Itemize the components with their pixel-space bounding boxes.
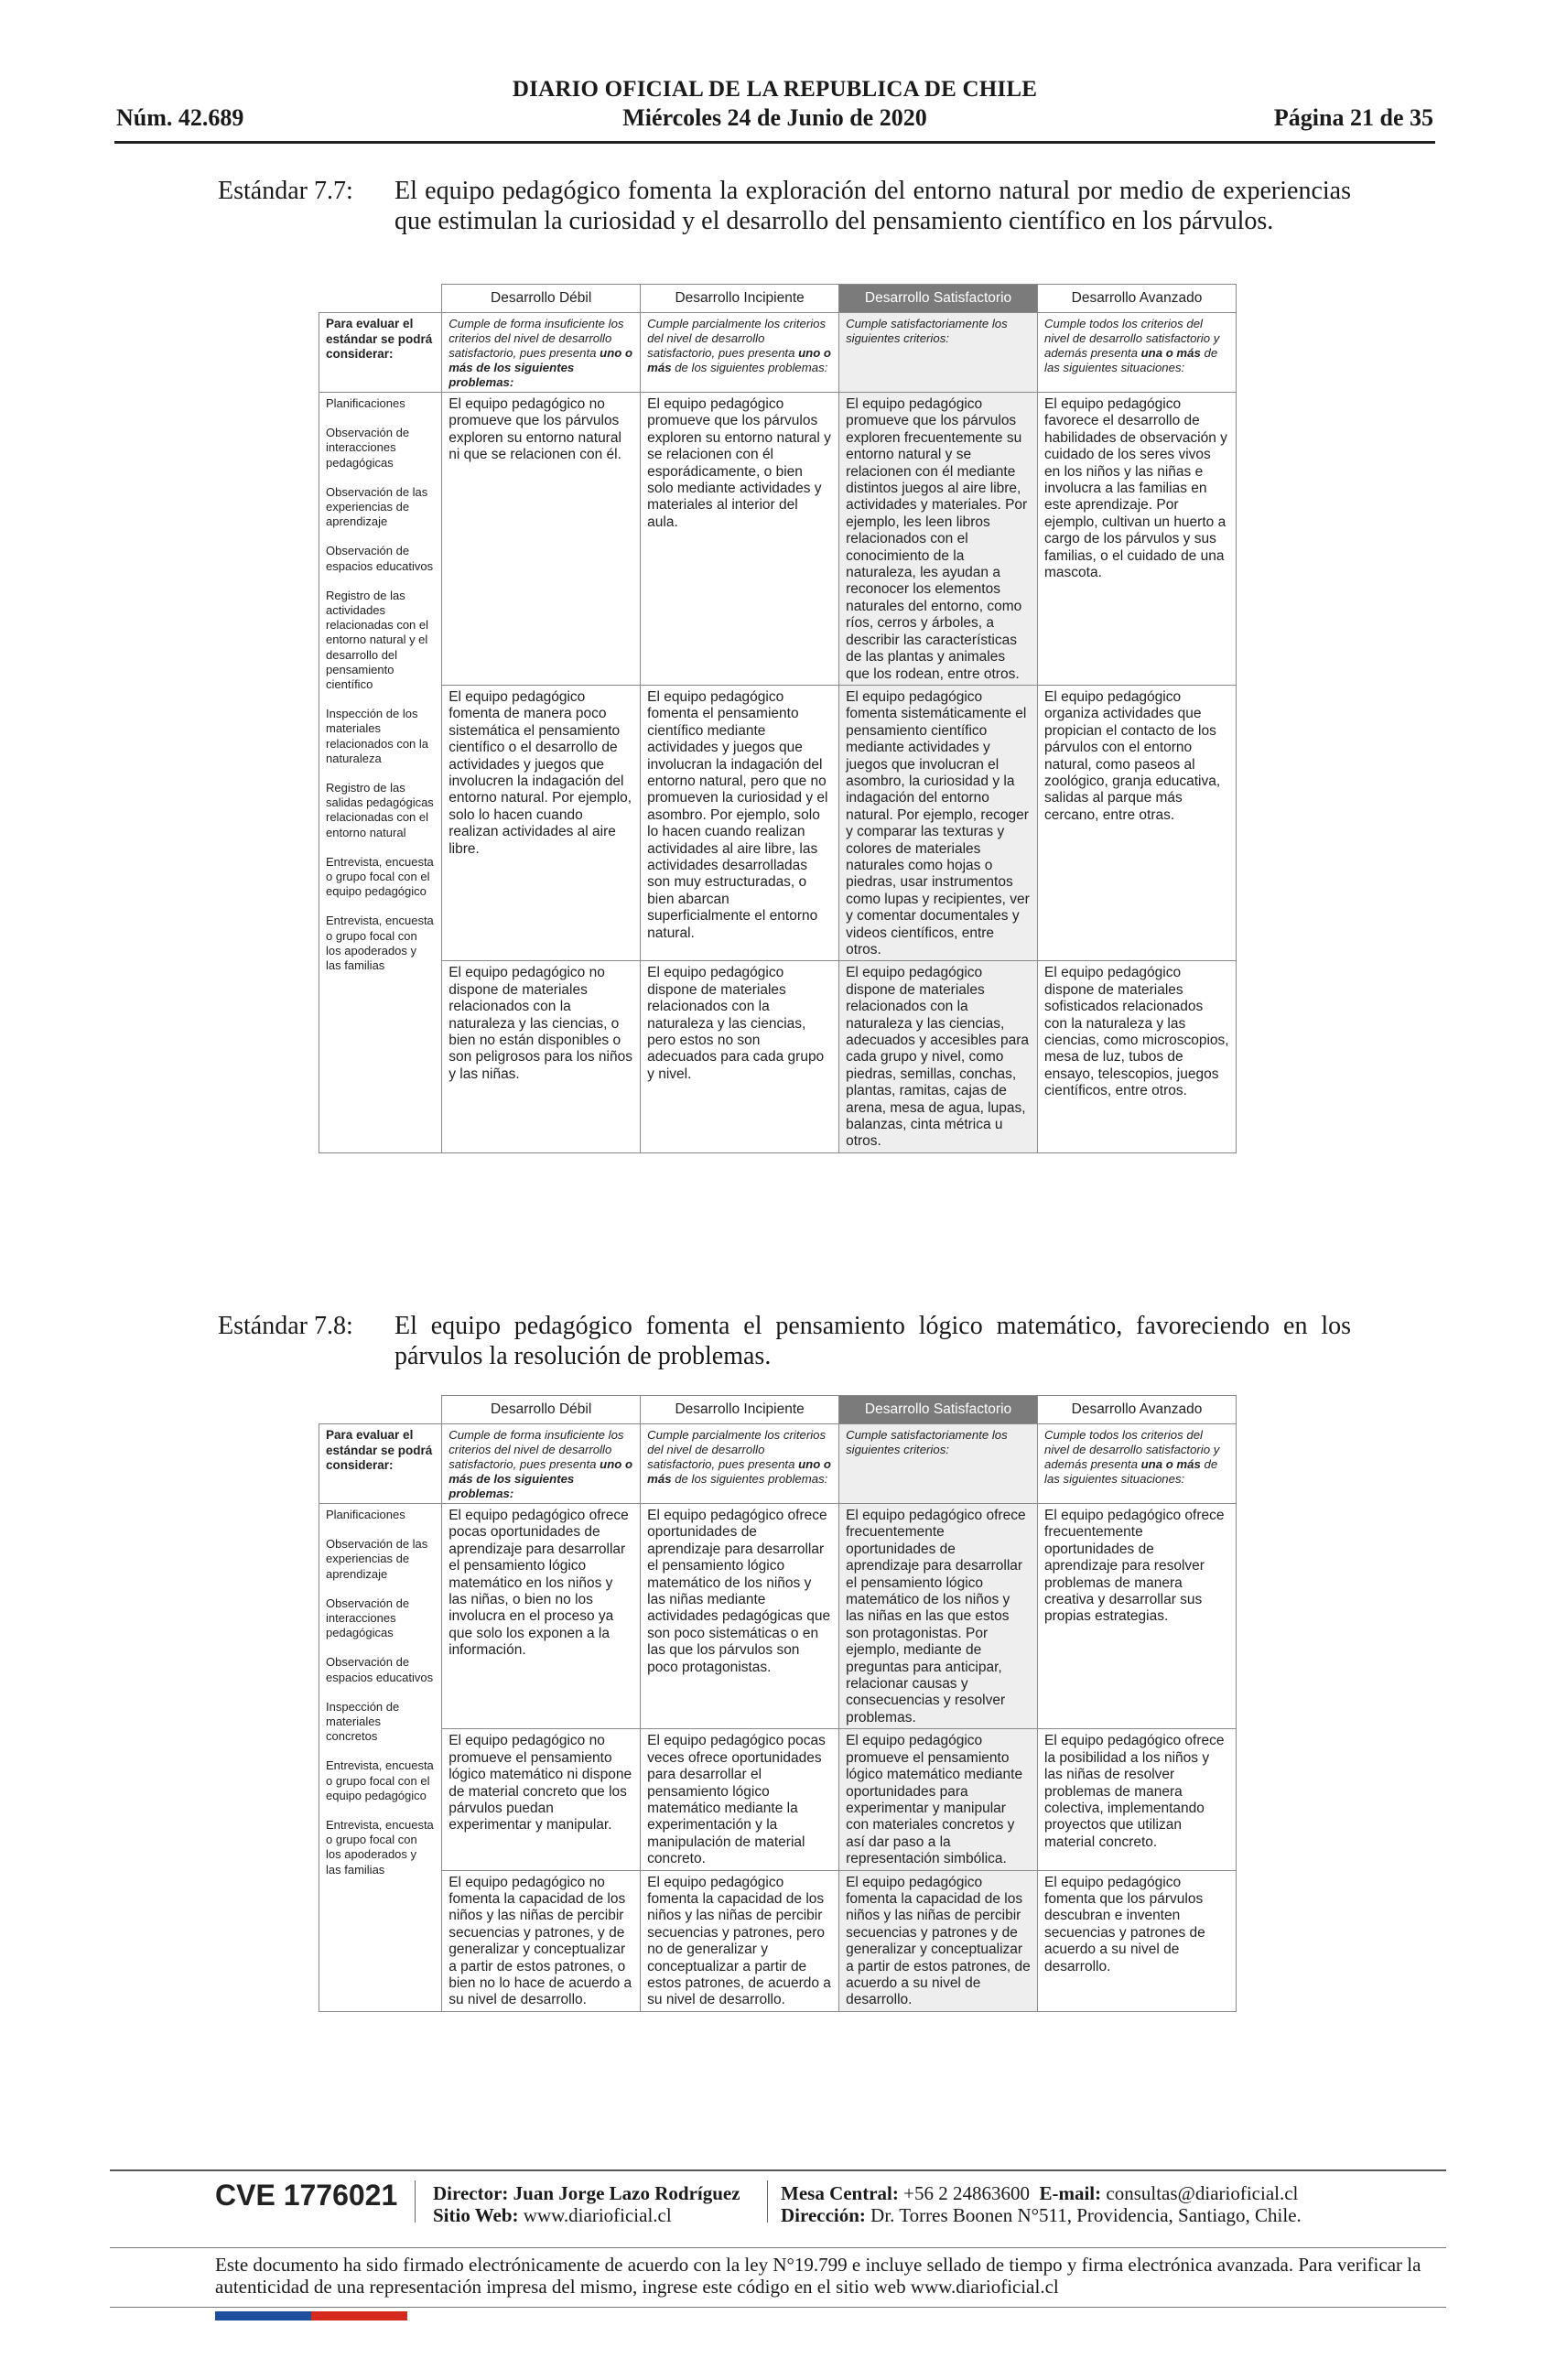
- eval-label: Para evaluar el estándar se podrá considerar:: [319, 313, 442, 393]
- director-line: [433, 2182, 740, 2205]
- email-label: E-mail:: [1039, 2182, 1102, 2204]
- descriptor-cell: El equipo pedagógico ofrece pocas oportunidades de aprendizaje para desarrollar el pensamiento lógico matemático en los niños y las niñas, o bien no los involucra en el proceso ya que solo los exponen a la información.: [442, 1504, 641, 1729]
- descriptor-cell: El equipo pedagógico fomenta la capacidad de los niños y las niñas de percibir secuencias y patrones y de generalizar y conceptualizar a partir de estos patrones, de acuerdo a su nivel de desarrollo.: [839, 1870, 1038, 2011]
- issue-date: Miércoles 24 de Junio de 2020: [622, 104, 927, 131]
- col-header-avanzado: Desarrollo Avanzado: [1038, 1396, 1237, 1424]
- descriptor-cell: El equipo pedagógico ofrece oportunidades de aprendizaje para desarrollar el pensamiento lógico matemático de los niños y las niñas mediante actividades pedagógicas que son poco sistemáticas o en las que los párvulos son poco protagonistas.: [641, 1504, 839, 1729]
- corner-cell: [319, 285, 442, 313]
- table-row: [319, 393, 1237, 686]
- descriptor-cell: El equipo pedagógico no dispone de materiales relacionados con la naturaleza y las ciencias, o bien no están disponibles o son peligrosos para los niños y las niñas.: [442, 961, 641, 1152]
- descriptor-cell: El equipo pedagógico fomenta que los párvulos descubran e inventen secuencias y patrones de acuerdo a su nivel de desarrollo.: [1038, 1870, 1237, 2011]
- descriptor-cell: El equipo pedagógico pocas veces ofrece oportunidades para desarrollar el pensamiento lógico matemático mediante la experimentación y la manipulación de material concreto.: [641, 1729, 839, 1870]
- evidence-source: Observación de interacciones pedagógicas: [326, 1596, 410, 1640]
- evidence-source: Planificaciones: [326, 1508, 405, 1521]
- criteria-text: Cumple todos los criterios del nivel de desarrollo satisfactorio y además presenta: [1044, 1428, 1220, 1471]
- criteria-emphasis: una o más: [1140, 1457, 1201, 1471]
- footer-rule-mid: [110, 2247, 1446, 2248]
- criteria-text: Cumple satisfactoriamente los siguientes criterios:: [846, 1428, 1008, 1456]
- criteria-text: de los siguientes problemas:: [671, 1472, 828, 1486]
- criteria-emphasis: uno o más: [647, 346, 831, 374]
- legal-notice: Este documento ha sido firmado electrónicamente de acuerdo con la ley N°19.799 e incluye sellado de tiempo y firma electrónica avanzada. Para verificar la autenticidad de una representación impresa del mismo, ingrese este código en el sitio web www.diarioficial.cl: [215, 2254, 1421, 2298]
- criteria-cell: [641, 313, 839, 393]
- evidence-source: Inspección de materiales concretos: [326, 1699, 400, 1744]
- address-label: Dirección:: [781, 2204, 866, 2226]
- page-number: Página 21 de 35: [1273, 104, 1433, 131]
- descriptor-cell: El equipo pedagógico dispone de materiales relacionados con la naturaleza y las ciencias, adecuados y accesibles para cada grupo y nivel, como piedras, semillas, conchas, plantas, ramitas, cajas de arena, mesa de agua, lupas, balanzas, cinta métrica u otros.: [839, 961, 1038, 1152]
- director-label: Director:: [433, 2182, 509, 2204]
- col-header-satisfactorio: Desarrollo Satisfactorio: [839, 1396, 1038, 1424]
- criteria-cell: [839, 313, 1038, 393]
- issue-number: Núm. 42.689: [116, 104, 244, 131]
- criteria-text: Cumple todos los criterios del nivel de desarrollo satisfactorio y además presenta: [1044, 317, 1220, 360]
- criteria-row: [319, 313, 1237, 393]
- criteria-cell: [1038, 1424, 1237, 1504]
- page-footer: [110, 2169, 1446, 2380]
- col-header-incipiente: Desarrollo Incipiente: [641, 285, 839, 313]
- descriptor-cell: El equipo pedagógico fomenta el pensamiento científico mediante actividades y juegos que involucran la indagación del entorno natural, pero que no promueven la curiosidad y el asombro. Por ejemplo, solo lo hacen cuando realizan actividades al aire libre, las actividades desarrolladas son muy estructuradas, o bien abarcan superficialmente el entorno natural.: [641, 685, 839, 961]
- descriptor-cell: El equipo pedagógico promueve el pensamiento lógico matemático mediante oportunidades para experimentar y manipular con materiales concretos y así dar paso a la representación simbólica.: [839, 1729, 1038, 1870]
- col-header-debil: Desarrollo Débil: [442, 285, 641, 313]
- email-link[interactable]: consultas@diarioficial.cl: [1106, 2182, 1299, 2204]
- gazette-title: DIARIO OFICIAL DE LA REPUBLICA DE CHILE: [512, 77, 1038, 102]
- descriptor-cell: El equipo pedagógico organiza actividades que propician el contacto de los párvulos con el entorno natural, como paseos al zoológico, granja educativa, salidas al parque más cercano, entre otras.: [1038, 685, 1237, 961]
- table-row: [319, 685, 1237, 961]
- criteria-text: Cumple parcialmente los criterios del nivel de desarrollo satisfactorio, pues presenta: [647, 317, 827, 360]
- descriptor-cell: El equipo pedagógico ofrece frecuentemente oportunidades de aprendizaje para resolver problemas de manera creativa y desarrollar sus propias estrategias.: [1038, 1504, 1237, 1729]
- descriptor-cell: El equipo pedagógico no promueve el pensamiento lógico matemático ni dispone de material concreto que los párvulos puedan experimentar y manipular.: [442, 1729, 641, 1870]
- criteria-cell: [839, 1424, 1038, 1504]
- footer-rule-bottom: [110, 2307, 1446, 2308]
- criteria-row: [319, 1424, 1237, 1504]
- col-header-debil: Desarrollo Débil: [442, 1396, 641, 1424]
- evidence-source: Planificaciones: [326, 396, 405, 410]
- evidence-source: Inspección de los materiales relacionados con la naturaleza: [326, 707, 429, 765]
- descriptor-cell: El equipo pedagógico dispone de materiales relacionados con la naturaleza y las ciencias, pero estos no son adecuados para cada grupo y nivel.: [641, 961, 839, 1152]
- descriptor-cell: El equipo pedagógico fomenta la capacidad de los niños y las niñas de percibir secuencias y patrones, pero no de generalizar y conceptualizar a partir de estos patrones, de acuerdo a su nivel de desarrollo.: [641, 1870, 839, 2011]
- evidence-source: Entrevista, encuesta o grupo focal con el equipo pedagógico: [326, 854, 434, 899]
- footer-divider: [415, 2180, 416, 2223]
- descriptor-cell: El equipo pedagógico favorece el desarrollo de habilidades de observación y cuidado de los seres vivos en los niños y las niñas e involucra a las familias en este aprendizaje. Por ejemplo, cultivan un huerto a cargo de los párvulos y sus familias, o el cuidado de una mascota.: [1038, 393, 1237, 686]
- criteria-cell: [1038, 313, 1237, 393]
- standard-7-7: [218, 176, 1353, 267]
- evidence-source: Entrevista, encuesta o grupo focal con los apoderados y las familias: [326, 914, 434, 973]
- evidence-source: Entrevista, encuesta o grupo focal con los apoderados y las familias: [326, 1818, 434, 1877]
- standard-label: Estándar 7.8:: [218, 1312, 353, 1340]
- col-header-incipiente: Desarrollo Incipiente: [641, 1396, 839, 1424]
- criteria-text: de los siguientes problemas:: [671, 361, 828, 374]
- website-line: [433, 2204, 672, 2227]
- evidence-sources-cell: [319, 1504, 442, 2012]
- descriptor-cell: El equipo pedagógico no promueve que los párvulos exploren su entorno natural ni que se relacionen con él.: [442, 393, 641, 686]
- phone-number: +56 2 24863600: [903, 2182, 1030, 2204]
- contact-line: [781, 2182, 1298, 2205]
- criteria-text: Cumple satisfactoriamente los siguientes criterios:: [846, 317, 1008, 345]
- corner-cell: [319, 1396, 442, 1424]
- descriptor-cell: El equipo pedagógico promueve que los párvulos exploren frecuentemente su entorno natural y se relacionen con él mediante distintos juegos al aire libre, actividades y materiales. Por ejemplo, les leen libros relacionados con el conocimiento de la naturaleza, les ayudan a reconocer los elementos naturales del entorno, como ríos, cerros y árboles, a describir las características de las plantas y animales que los rodean, entre otros.: [839, 393, 1038, 686]
- flag-blue-segment: [215, 2311, 311, 2320]
- director-name: Juan Jorge Lazo Rodríguez: [513, 2182, 740, 2204]
- table-row: [319, 1870, 1237, 2011]
- criteria-emphasis: uno o más de los siguientes problemas:: [448, 1457, 633, 1500]
- table-row: [319, 1729, 1237, 1870]
- eval-label: Para evaluar el estándar se podrá considerar:: [319, 1424, 442, 1504]
- header-rule: [114, 141, 1435, 144]
- criteria-text: Cumple de forma insuficiente los criterios del nivel de desarrollo satisfactorio, pues presenta: [448, 1428, 624, 1471]
- footer-rule-top: [110, 2169, 1446, 2171]
- evidence-source: Observación de espacios educativos: [326, 544, 434, 573]
- criteria-cell: [442, 1424, 641, 1504]
- rubric-table-7-7: [319, 284, 1237, 1153]
- evidence-source: Registro de las actividades relacionadas con el entorno natural y el desarrollo del pensamiento científico: [326, 588, 429, 692]
- phone-label: Mesa Central:: [781, 2182, 899, 2204]
- descriptor-cell: El equipo pedagógico ofrece la posibilidad a los niños y las niñas de resolver problemas de manera colectiva, implementando proyectos que utilizan material concreto.: [1038, 1729, 1237, 1870]
- criteria-text: Cumple de forma insuficiente los criterios del nivel de desarrollo satisfactorio, pues presenta: [448, 317, 624, 360]
- evidence-sources-cell: [319, 393, 442, 1153]
- evidence-source: Observación de las experiencias de aprendizaje: [326, 484, 428, 529]
- website-label: Sitio Web:: [433, 2204, 519, 2226]
- criteria-text: Cumple parcialmente los criterios del nivel de desarrollo satisfactorio, pues presenta: [647, 1428, 827, 1471]
- criteria-emphasis: uno o más de los siguientes problemas:: [448, 346, 633, 389]
- evidence-source: Observación de interacciones pedagógicas: [326, 426, 410, 470]
- criteria-text: de las siguientes situaciones:: [1044, 346, 1218, 374]
- footer-divider: [767, 2180, 768, 2223]
- descriptor-cell: El equipo pedagógico ofrece frecuentemente oportunidades de aprendizaje para desarrollar el pensamiento lógico matemático de los niños y las niñas en las que estos son protagonistas. Por ejemplo, mediante de preguntas para anticipar, relacionar causas y consecuencias y resolver problemas.: [839, 1504, 1038, 1729]
- descriptor-cell: El equipo pedagógico fomenta de manera poco sistemática el pensamiento científico o el desarrollo de actividades y juegos que involucren la indagación del entorno natural. Por ejemplo, solo lo hacen cuando realizan actividades al aire libre.: [442, 685, 641, 961]
- standard-text: El equipo pedagógico fomenta la exploración del entorno natural por medio de experiencias que estimulan la curiosidad y el desarrollo del pensamiento científico en los párvulos.: [394, 177, 1351, 235]
- cve-code: CVE 1776021: [215, 2179, 398, 2212]
- evidence-source: Entrevista, encuesta o grupo focal con el equipo pedagógico: [326, 1758, 434, 1802]
- criteria-emphasis: uno o más: [647, 1457, 831, 1486]
- table-row: [319, 1504, 1237, 1729]
- criteria-text: de las siguientes situaciones:: [1044, 1457, 1218, 1486]
- criteria-cell: [641, 1424, 839, 1504]
- descriptor-cell: El equipo pedagógico fomenta sistemáticamente el pensamiento científico mediante actividades y juegos que involucran el asombro, la curiosidad y la indagación del entorno natural. Por ejemplo, recoger y comparar las texturas y colores de materiales naturales como hojas o piedras, usar instrumentos como lupas y recipientes, ver y comentar documentales y videos científicos, entre otros.: [839, 685, 1038, 961]
- address-line: [781, 2204, 1302, 2227]
- table-header-row: [319, 1396, 1237, 1424]
- standard-text: El equipo pedagógico fomenta el pensamiento lógico matemático, favoreciendo en los párvulos la resolución de problemas.: [394, 1312, 1351, 1370]
- descriptor-cell: El equipo pedagógico dispone de materiales sofisticados relacionados con la naturaleza y las ciencias, como microscopios, mesa de luz, tubos de ensayo, telescopios, juegos científicos, entre otros.: [1038, 961, 1237, 1152]
- evidence-source: Registro de las salidas pedagógicas relacionadas con el entorno natural: [326, 781, 434, 839]
- descriptor-cell: El equipo pedagógico no fomenta la capacidad de los niños y las niñas de percibir secuencias y patrones, y de generalizar y conceptualizar a partir de estos patrones, o bien no lo hace de acuerdo a su nivel de desarrollo.: [442, 1870, 641, 2011]
- criteria-cell: [442, 313, 641, 393]
- rubric-table-7-8: [319, 1395, 1237, 2012]
- table-row: [319, 961, 1237, 1152]
- evidence-source: Observación de las experiencias de aprendizaje: [326, 1537, 428, 1581]
- descriptor-cell: El equipo pedagógico promueve que los párvulos exploren su entorno natural y se relacionen con él esporádicamente, o bien solo mediante actividades y materiales al interior del aula.: [641, 393, 839, 686]
- standard-7-8: [218, 1311, 1353, 1375]
- col-header-avanzado: Desarrollo Avanzado: [1038, 285, 1237, 313]
- evidence-source: Observación de espacios educativos: [326, 1655, 434, 1684]
- col-header-satisfactorio: Desarrollo Satisfactorio: [839, 285, 1038, 313]
- address-text: Dr. Torres Boonen N°511, Providencia, Santiago, Chile.: [870, 2204, 1302, 2226]
- flag-stripe: [215, 2311, 407, 2320]
- website-link[interactable]: www.diarioficial.cl: [523, 2204, 672, 2226]
- page-header: [114, 73, 1435, 146]
- standard-label: Estándar 7.7:: [218, 177, 353, 205]
- flag-red-segment: [311, 2311, 407, 2320]
- table-header-row: [319, 285, 1237, 313]
- criteria-emphasis: una o más: [1140, 346, 1201, 360]
